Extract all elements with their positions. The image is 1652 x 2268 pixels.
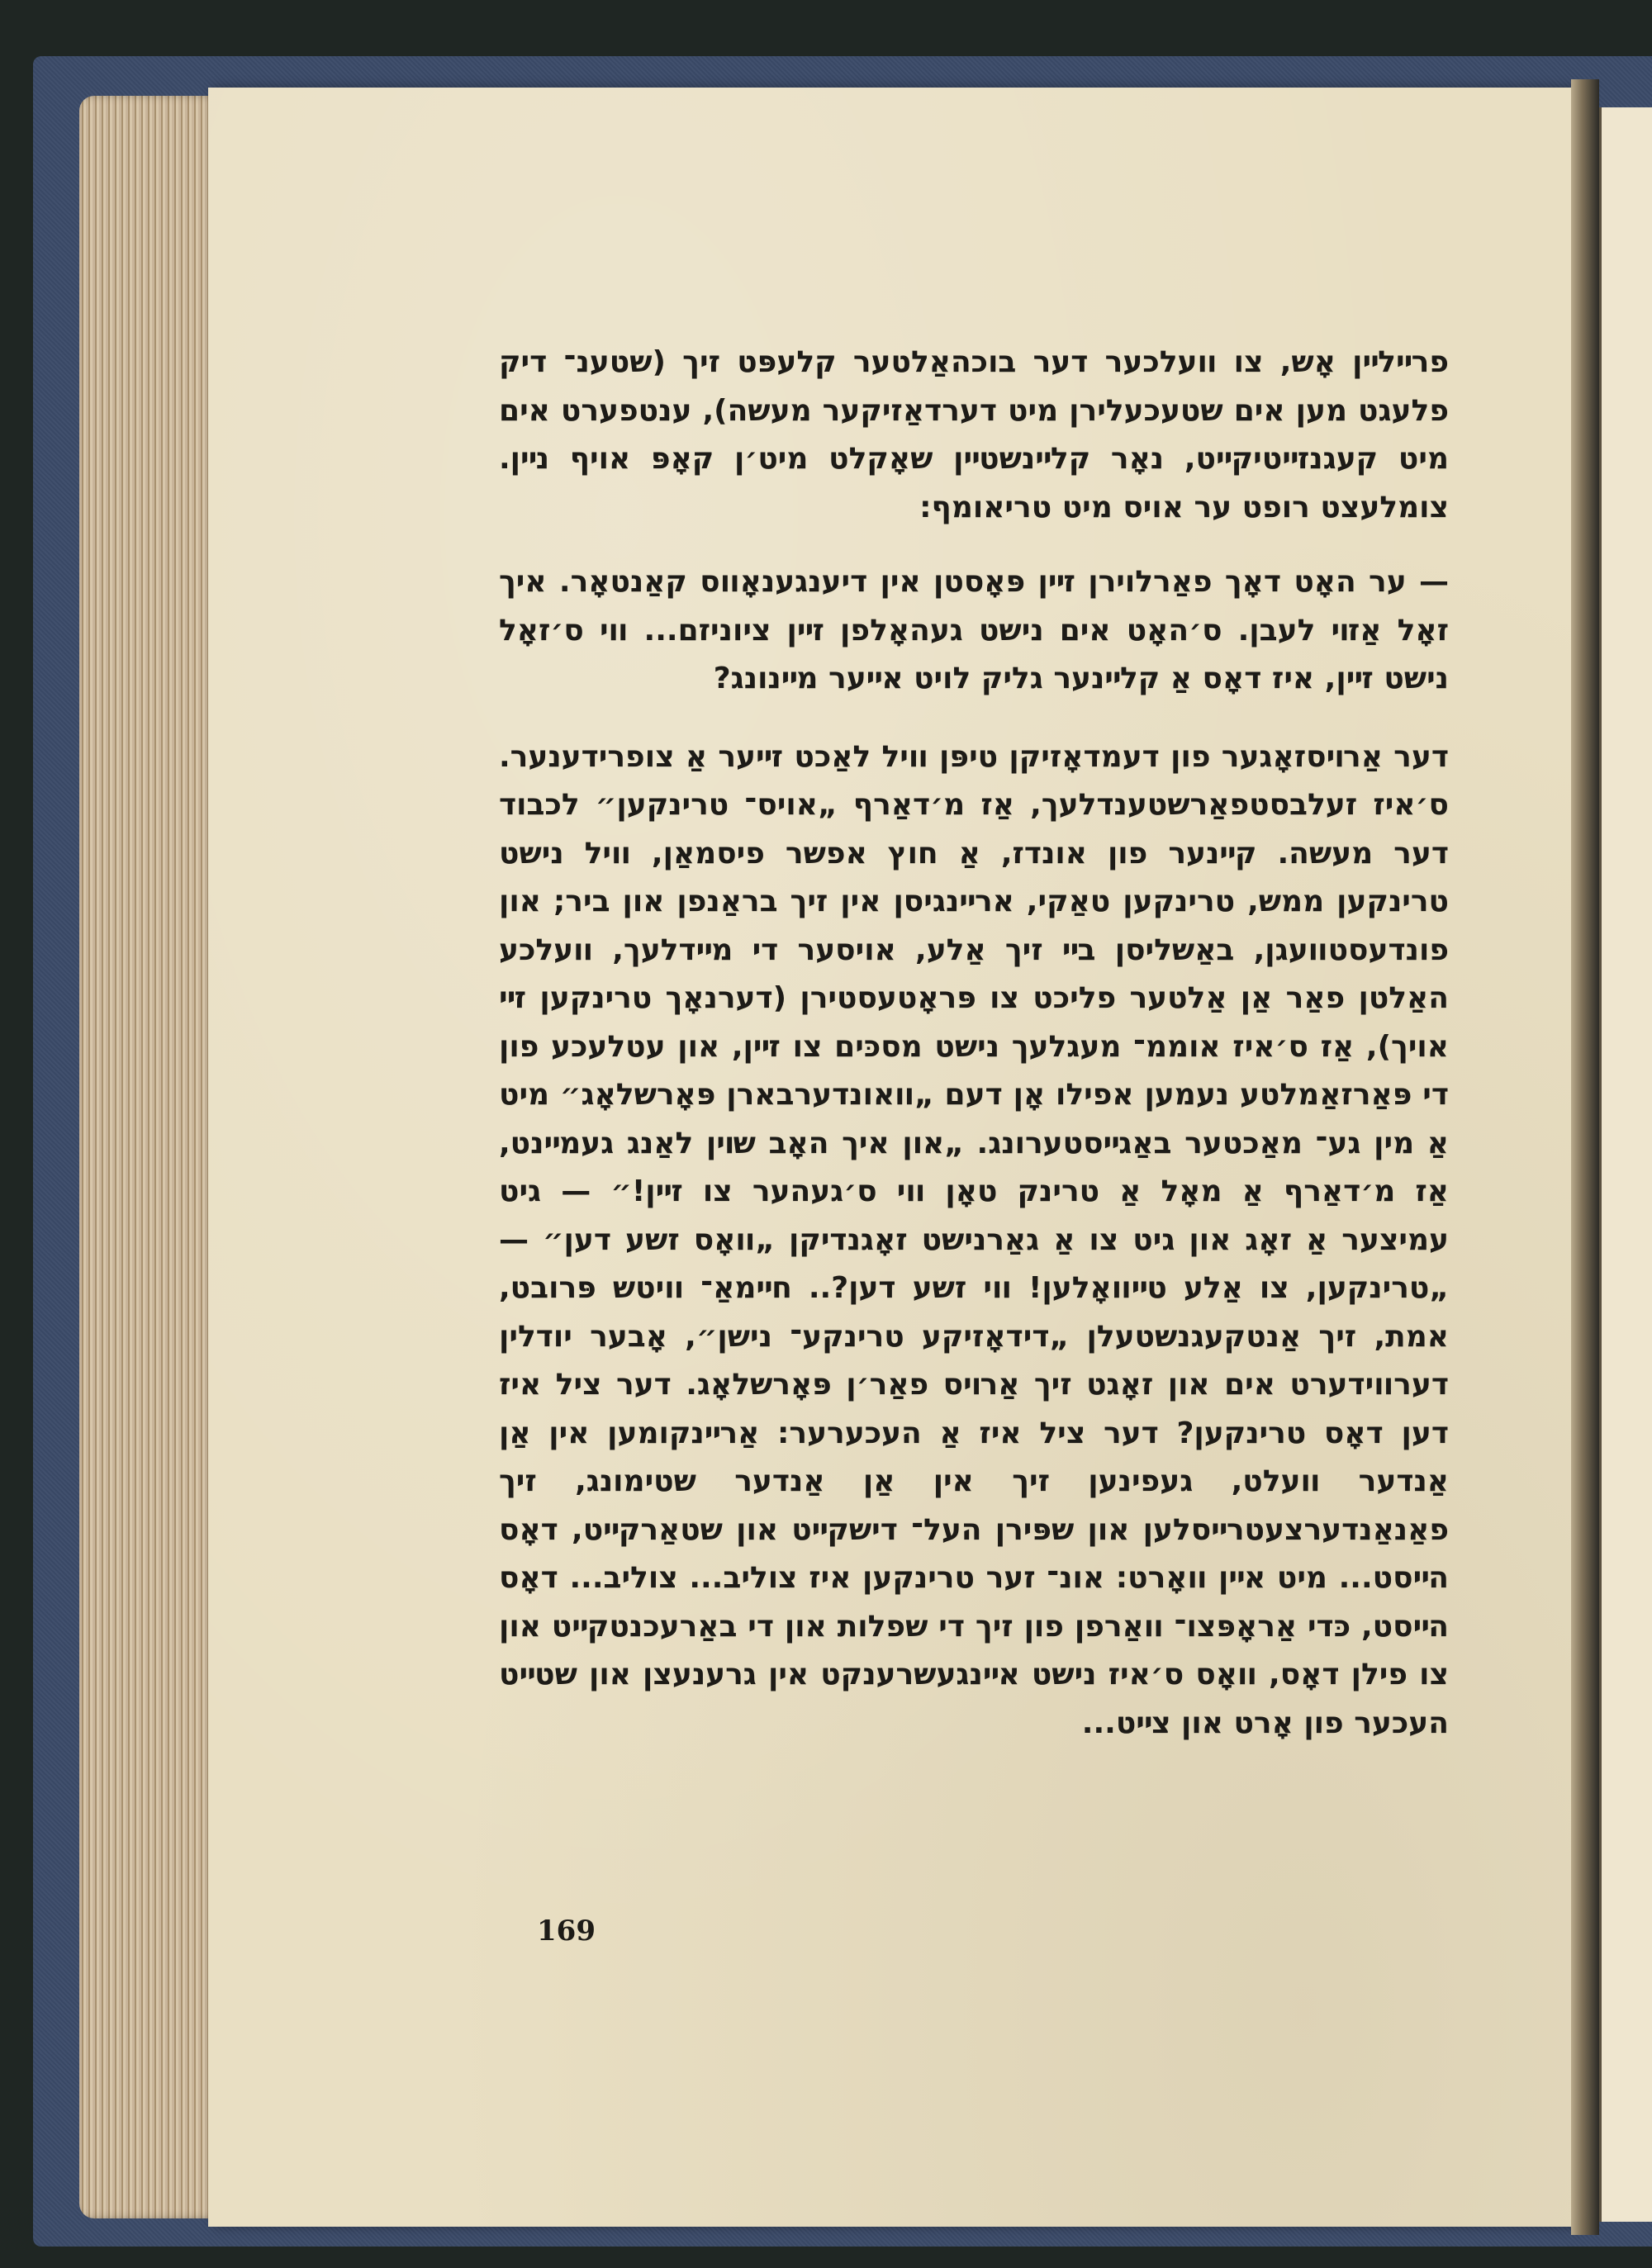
paragraph-2: — ער האָט דאָך פאַרלוירן זײן פּאָסטן אין דיענגענאָװס קאַנטאָר. איך זאָל אַזױ לעבן. ס׳האָט אים נישט געהאָלפן זײן ציוניזם... װי ס׳זאָל נישט זײן, איז דאָס אַ קלײנער גליק לויט אײער מײנונג? — [499, 565, 1449, 695]
facing-page-edge — [1599, 107, 1652, 2222]
book-gutter — [1571, 79, 1599, 2235]
paragraph-1: פרײלײן אָש, צו װעלכער דער בוכהאַלטער קלעפּט זיך (שטענ־ דיק פלעגט מען אים שטעכעלירן מיט דערדאַזיקער מעשה), ענטפערט אים מיט קעגנזײטיקײט, נאָר קלײנשטײן שאָקלט מיט׳ן קאָפּ אויף נײן. צומלעצט רופט ער אויס מיט טריאומף: — [499, 345, 1449, 524]
page-edges — [79, 96, 220, 2218]
paragraph-3: דער אַרױסזאָגער פון דעמדאָזיקן טיפּן װיל לאַכט זײער אַ צופרידענער. ס׳איז זעלבסטפאַרשטענדלעך, אַז מ׳דאַרף „אויס־ טרינקען״ לכבוד דער מעשה. קײנער פון אונדז, אַ חוץ אפשר פיסמאַן, װיל נישט טרינקען ממש, טרינקען טאַקי, ארײנגיסן אין זיך בראַנפן און ביר; און פונדעסטװעגן, באַשליסן בײ זיך אַלע, אויסער די מײדלעך, װעלכע האַלטן פאַר אַן אַלטער פליכט צו פּראָטעסטירן (דערנאָך טרינקען זײ אויך), אַז ס׳איז אוממ־ מעגלעך נישט מסכּים צו זײן, און עטלעכע פון די פּאַרזאַמלטע נעמען אפילו אָן דעם „װאונדערבארן פּאָרשלאָג״ מיט אַ מין גע־ מאַכטער באַגײסטערונג. „און איך האָב שױן לאַנג געמײנט, אַז מ׳דאַרף אַ מאָל אַ טרינק טאָן װי ס׳געהער צו זײן!״ — גיט עמיצער אַ זאָג און גיט צו אַ גאַרנישט זאָגנדיקן „װאָס זשע דען״ — „טרינקען, צו אַלע טײװאָלען! װי זשע דען?.. חײמאַ־ װיטש פּרובט, אמת, זיך אַנטקעגנשטעלן „דידאָזיקע טרינקע־ נישן״, אָבער יודלין דערװידערט אים און זאָגט זיך אַרױס פאַר׳ן פּאָרשלאָג. דער ציל איז דען דאָס טרינקען? דער ציל איז אַ העכערער: אַרײנקומען אין אַן אַנדער װעלט, געפינען זיך אין אַן אַנדער שטימונג, זיך פאַנאַנדערצעטרײסלען און שפּירן העל־ דישקײט און שטאַרקײט, דאָס הײסט... מיט אײן װאָרט: אונ־ זער טרינקען איז צוליב... צוליב... דאָס הײסט, כּדי אַראָפּצו־ װאַרפן פון זיך די שפלות און די באַרעכנטקײט און צו פילן דאָס, װאָס ס׳איז נישט אײנגעשרענקט אין גרענעצן און שטײט העכער פון אָרט און צײט... — [499, 739, 1449, 1740]
page-body-text — [499, 339, 1449, 1748]
page-number: 169 — [537, 1915, 596, 1948]
